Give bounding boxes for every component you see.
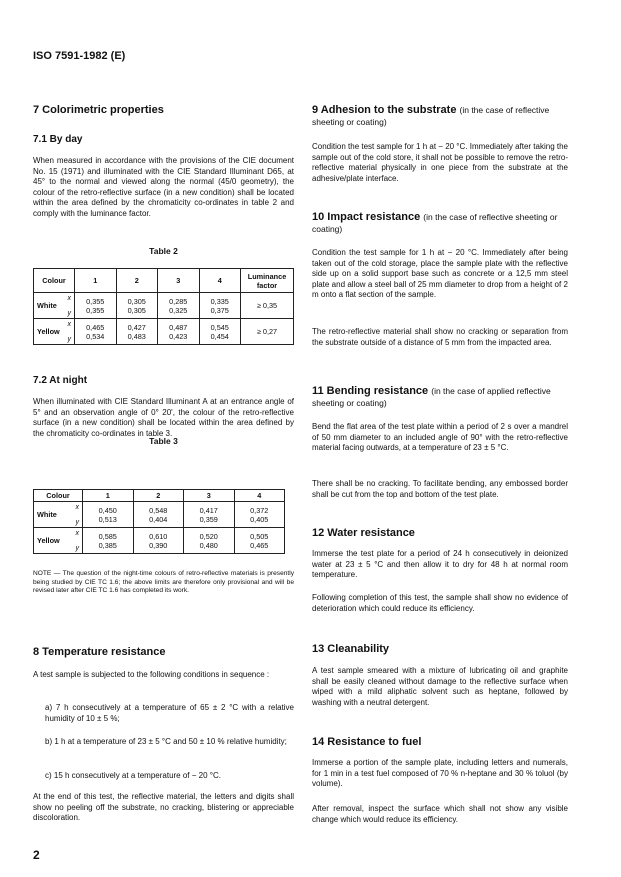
- table-2-header: Colour: [34, 269, 75, 293]
- table-cell: ≥ 0,27: [241, 319, 294, 345]
- section-11-text-1: Bend the flat area of the test plate within a period of 2 s over a mandrel of 50 mm diameter to an included angle of 90° with the retro-reflective material facing outwards, at a temperature of 23 ± 5 °C.: [312, 422, 568, 453]
- section-8-outro: At the end of this test, the reflective material, the letters and digits shall show no peeling off the substrate, no cracking, blistering or appreciable discoloration.: [33, 792, 294, 823]
- section-9-title: [312, 104, 568, 128]
- section-12-title: 12 Water resistance: [312, 527, 415, 539]
- section-10-text-1: Condition the test sample for 1 h at − 20 °C. Immediately after being taken out of the cold storage, place the sample plate with the reflective side up on a solid support base such as concrete or a 12,5 mm steel plate and allow a steel ball of 25 mm diameter to drop from a height of 2 m onto a flat section of the sample.: [312, 248, 568, 300]
- table-cell: ≥ 0,35: [241, 293, 294, 319]
- table-cell: 0,520: [199, 531, 218, 541]
- table-cell: 0,585: [98, 531, 117, 541]
- section-11-title-text: 11 Bending resistance: [312, 385, 429, 397]
- section-11-subtitle: (in the case of applied reflective sheeting or coating): [312, 386, 551, 408]
- table-cell: 0,427: [127, 322, 146, 332]
- table-cell: 0,534: [86, 331, 105, 341]
- table-cell: 0,417: [199, 505, 218, 515]
- table-cell: 0,404: [149, 514, 168, 524]
- section-10-title-text: 10 Impact resistance: [312, 211, 421, 223]
- table-cell: 0,545: [210, 322, 229, 332]
- table-cell: 0,325: [169, 305, 188, 315]
- table-cell: 0,375: [210, 305, 229, 315]
- section-14-text-1: Immerse a portion of the sample plate, including letters and numerals, for 1 min in a test fuel composed of 70 % n-heptane and 30 % toluol (by volume).: [312, 758, 568, 789]
- table-cell: 0,359: [199, 514, 218, 524]
- section-7-2-title: 7.2 At night: [33, 375, 88, 386]
- table-3-header: 1: [83, 490, 134, 502]
- table-cell: 0,610: [149, 531, 168, 541]
- section-9-subtitle: (in the case of reflective sheeting or coating): [312, 105, 550, 127]
- section-10-subtitle: (in the case of reflective sheeting or coating): [312, 212, 558, 234]
- table-2-header: Luminance factor: [241, 269, 294, 293]
- section-11-title: [312, 385, 568, 409]
- table-cell: 0,480: [199, 540, 218, 550]
- colour-label: Yellow: [37, 327, 60, 336]
- table-cell: 0,483: [127, 331, 146, 341]
- table-cell: 0,390: [149, 540, 168, 550]
- table-3-header: Colour: [34, 490, 83, 502]
- colour-label: White: [37, 301, 57, 310]
- section-13-title: 13 Cleanability: [312, 643, 390, 655]
- table-cell: 0,465: [250, 540, 269, 550]
- table-3-header: 4: [234, 490, 285, 502]
- section-7-2-text: When illuminated with CIE Standard Illuminant A at an entrance angle of 5° and an observation angle of 0° 20', the colour of the retro-reflective surface (in a new condition) shall be located within the area defined by the chromaticity co-ordinates in table 3.: [33, 397, 294, 438]
- table-2-header: 3: [158, 269, 200, 293]
- colour-label: Yellow: [37, 536, 60, 545]
- section-13-text: A test sample smeared with a mixture of lubricating oil and graphite shall be easily cleaned without damage to the reflective surface when wiped with a mild aliphatic solvent such as heptane, followed by washing with a neutral detergent.: [312, 666, 568, 707]
- section-9-text: Condition the test sample for 1 h at − 20 °C. Immediately after taking the sample out of the cold store, it shall not be possible to remove the retro-reflective material physically in one piece from the substrate at the adhesive/plate interface.: [312, 142, 568, 183]
- section-7-1-text: When measured in accordance with the provisions of the CIE document No. 15 (1971) and illuminated with the CIE Standard Illuminant D65, at 45° to the normal and viewed along the normal (45/0 geometry), the colour of the retro-reflective surface (in a new condition) shall be located within the area defined by the chromaticity co-ordinates in table 2 and comply with the luminance factor.: [33, 156, 294, 218]
- table-3: [33, 489, 285, 554]
- list-item: a) 7 h consecutively at a temperature of 65 ± 2 °C with a relative humidity of 10 ± 5 %;: [45, 703, 294, 723]
- table-cell: 0,305: [127, 305, 146, 315]
- table-2-header: 1: [75, 269, 117, 293]
- table-2: [33, 268, 294, 345]
- table-cell: 0,355: [86, 305, 105, 315]
- table-cell: 0,405: [250, 514, 269, 524]
- section-10-title: [312, 211, 568, 235]
- table-row: White x y 0,450 0,513 0,548 0,404 0,417 0,359 0,372 0,405: [34, 502, 285, 528]
- table-cell: 0,548: [149, 505, 168, 515]
- section-7: [33, 104, 294, 116]
- table-3-caption: Table 3: [149, 436, 178, 446]
- table-cell: 0,513: [98, 514, 117, 524]
- section-11-text-2: There shall be no cracking. To facilitate bending, any embossed border shall be cut from the top and bottom of the test plate.: [312, 479, 568, 499]
- section-12-text-1: Immerse the test plate for a period of 24 h consecutively in deionized water at 23 ± 5 °C and then allow it to dry for 48 h at normal room temperature.: [312, 549, 568, 580]
- table-3-header: 2: [133, 490, 184, 502]
- table-cell: 0,423: [169, 331, 188, 341]
- page-number: 2: [33, 848, 40, 862]
- section-12-text-2: Following completion of this test, the sample shall show no evidence of deterioration which could reduce its efficiency.: [312, 593, 568, 613]
- table-cell: 0,335: [210, 296, 229, 306]
- table-cell: 0,372: [250, 505, 269, 515]
- section-14-text-2: After removal, inspect the surface which shall not show any visible change which would reduce its efficiency.: [312, 804, 568, 824]
- colour-label: White: [37, 510, 57, 519]
- table-3-header: 3: [184, 490, 235, 502]
- table-2-header: 2: [116, 269, 158, 293]
- section-9-title-text: 9 Adhesion to the substrate: [312, 104, 457, 116]
- section-7-1-title: 7.1 By day: [33, 134, 83, 145]
- table-row: Yellow x y 0,465 0,534 0,427 0,483 0,487 0,423 0,545 0,454 ≥ 0,27: [34, 319, 294, 345]
- section-14-title: 14 Resistance to fuel: [312, 736, 422, 748]
- table-2-header: 4: [199, 269, 241, 293]
- table-cell: 0,355: [86, 296, 105, 306]
- list-item: b) 1 h at a temperature of 23 ± 5 °C and 50 ± 10 % relative humidity;: [45, 737, 287, 746]
- document-id: ISO 7591-1982 (E): [33, 50, 126, 62]
- table-row: White x y 0,355 0,355 0,305 0,305 0,285 0,325 0,335 0,375 ≥ 0,35: [34, 293, 294, 319]
- list-item: c) 15 h consecutively at a temperature of − 20 °C.: [45, 771, 221, 780]
- table-cell: 0,505: [250, 531, 269, 541]
- section-10-text-2: The retro-reflective material shall show no cracking or separation from the substrate outside of a distance of 5 mm from the impacted area.: [312, 327, 568, 347]
- section-8-intro: A test sample is subjected to the following conditions in sequence :: [33, 670, 270, 679]
- table-cell: 0,285: [169, 296, 188, 306]
- section-7-title: 7 Colorimetric properties: [33, 104, 164, 116]
- table-cell: 0,450: [98, 505, 117, 515]
- table-2-caption: Table 2: [149, 246, 178, 256]
- table-cell: 0,305: [127, 296, 146, 306]
- table-cell: 0,385: [98, 540, 117, 550]
- table-cell: 0,465: [86, 322, 105, 332]
- section-8-title: 8 Temperature resistance: [33, 646, 166, 658]
- table-3-note: NOTE — The question of the night-time colours of retro-reflective materials is presently being studied by CIE TC 1.6; the above limits are therefore only provisional and will be revised later after CIE TC 1.6 has completed its work.: [33, 570, 294, 595]
- table-cell: 0,487: [169, 322, 188, 332]
- table-row: Yellow x y 0,585 0,385 0,610 0,390 0,520 0,480 0,505 0,465: [34, 528, 285, 554]
- table-cell: 0,454: [210, 331, 229, 341]
